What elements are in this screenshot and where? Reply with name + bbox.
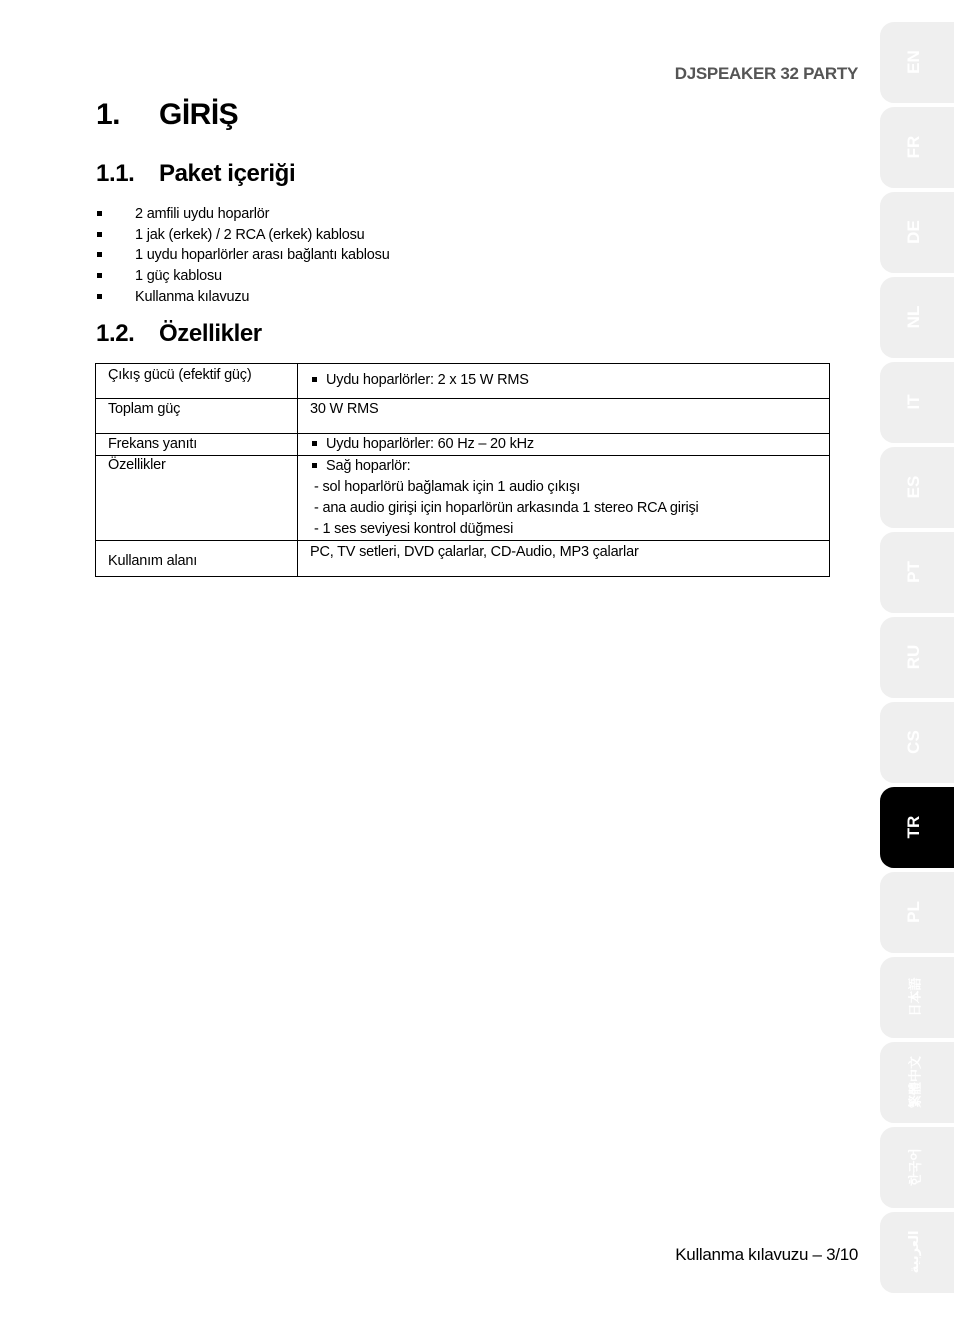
language-tab-ar[interactable]: العربية xyxy=(880,1212,954,1293)
features-table xyxy=(95,363,830,577)
table-row xyxy=(96,456,830,541)
bullet-icon xyxy=(312,377,317,382)
language-tab-en[interactable]: EN xyxy=(880,22,954,103)
list-item: 1 güç kablosu xyxy=(96,266,390,287)
subsection-heading-features xyxy=(96,320,262,348)
list-item: Kullanma kılavuzu xyxy=(96,287,390,308)
language-tab-tr[interactable]: TR xyxy=(880,787,954,868)
list-item: 2 amfili uydu hoparlör xyxy=(96,204,390,225)
language-tab-zh[interactable]: 繁體中文 xyxy=(880,1042,954,1123)
language-tab-pt[interactable]: PT xyxy=(880,532,954,613)
language-tab-ru[interactable]: RU xyxy=(880,617,954,698)
bullet-icon xyxy=(97,232,102,237)
subsection-number: 1.2. xyxy=(96,320,135,347)
language-tab-de[interactable]: DE xyxy=(880,192,954,273)
page-footer: Kullanma kılavuzu – 3/10 xyxy=(675,1245,858,1264)
table-row xyxy=(96,364,830,399)
subsection-title: Paket içeriği xyxy=(159,160,296,187)
spec-value: Uydu hoparlörler: 2 x 15 W RMS xyxy=(298,364,830,399)
bullet-icon xyxy=(97,273,102,278)
spec-value: 30 W RMS xyxy=(298,399,830,434)
language-tab-cs[interactable]: CS xyxy=(880,702,954,783)
spec-label: Özellikler xyxy=(96,456,298,541)
section-heading xyxy=(96,98,238,132)
bullet-icon xyxy=(97,211,102,216)
bullet-icon xyxy=(97,252,102,257)
section-number: 1. xyxy=(96,98,121,131)
spec-label: Kullanım alanı xyxy=(96,541,298,577)
spec-value: PC, TV setleri, DVD çalarlar, CD-Audio, MP3 çalarlar xyxy=(298,541,830,577)
language-tab-nl[interactable]: NL xyxy=(880,277,954,358)
subsection-number: 1.1. xyxy=(96,160,135,187)
language-tab-ko[interactable]: 한국어 xyxy=(880,1127,954,1208)
table-row xyxy=(96,399,830,434)
language-tab-pl[interactable]: PL xyxy=(880,872,954,953)
spec-value: Sağ hoparlör: - sol hoparlörü bağlamak için 1 audio çıkışı - ana audio girişi için hoparlörün arkasında 1 stereo RCA girişi - 1 ses seviyesi kontrol düğmesi xyxy=(298,456,830,541)
bullet-icon xyxy=(312,441,317,446)
language-tab-ja[interactable]: 日本語 xyxy=(880,957,954,1038)
table-row xyxy=(96,541,830,577)
spec-label: Toplam güç xyxy=(96,399,298,434)
bullet-icon xyxy=(312,463,317,468)
table-row xyxy=(96,434,830,456)
subsection-title: Özellikler xyxy=(159,320,262,347)
spec-value: Uydu hoparlörler: 60 Hz – 20 kHz xyxy=(298,434,830,456)
section-title: GİRİŞ xyxy=(159,98,239,131)
list-item: 1 uydu hoparlörler arası bağlantı kablosu xyxy=(96,245,390,266)
product-name: DJSPEAKER 32 PARTY xyxy=(674,64,858,83)
language-tab-es[interactable]: ES xyxy=(880,447,954,528)
package-contents-list xyxy=(96,204,390,307)
spec-label: Frekans yanıtı xyxy=(96,434,298,456)
spec-label: Çıkış gücü (efektif güç) xyxy=(96,364,298,399)
language-tab-fr[interactable]: FR xyxy=(880,107,954,188)
list-item: 1 jak (erkek) / 2 RCA (erkek) kablosu xyxy=(96,225,390,246)
language-tab-it[interactable]: IT xyxy=(880,362,954,443)
bullet-icon xyxy=(97,294,102,299)
subsection-heading-contents xyxy=(96,160,295,188)
